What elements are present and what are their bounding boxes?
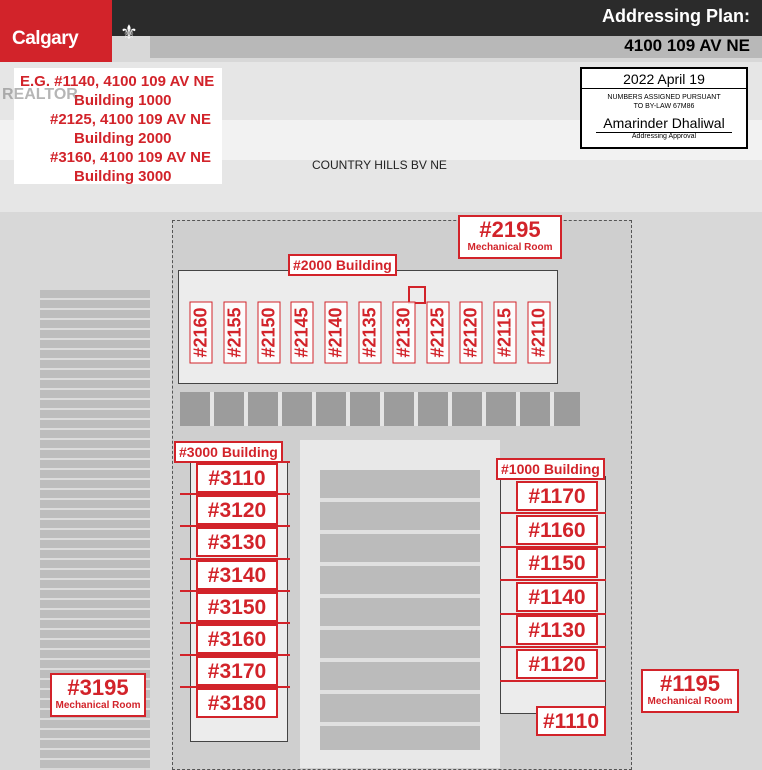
- unit-label: #1140: [516, 582, 598, 612]
- unit-label: #1110: [536, 706, 606, 736]
- unit-label: #3110: [196, 463, 278, 493]
- example-line: #2125, 4100 109 AV NE: [50, 111, 211, 128]
- watermark: REALTOR: [2, 86, 78, 103]
- unit-label: #2160: [190, 302, 213, 364]
- example-line: Building 2000: [74, 130, 172, 147]
- bylaw-line-2: TO BY-LAW 67M86: [633, 103, 695, 110]
- unit-label: #2145: [291, 302, 314, 364]
- unit-divider: [180, 525, 290, 527]
- unit-label: #3140: [196, 560, 278, 590]
- example-line: Building 1000: [74, 92, 172, 109]
- unit-label: #2140: [325, 302, 348, 364]
- unit-label: #3180: [196, 688, 278, 718]
- unit-label: #2155: [223, 302, 246, 364]
- example-line: E.G. #1140, 4100 109 AV NE: [20, 73, 215, 90]
- mech-number: #1195: [660, 671, 720, 696]
- approval-box: [580, 67, 748, 149]
- unit-divider: [180, 654, 290, 656]
- unit-label: #1170: [516, 481, 598, 511]
- mech-caption: Mechanical Room: [55, 700, 141, 711]
- unit-label: #2110: [528, 302, 551, 364]
- unit-label: #2125: [426, 302, 449, 364]
- example-line: Building 3000: [74, 168, 172, 185]
- plan-address: 4100 109 AV NE: [624, 36, 750, 55]
- mech-number: #2195: [479, 217, 541, 242]
- unit-label: #1150: [516, 548, 598, 578]
- example-line: #3160, 4100 109 AV NE: [50, 149, 211, 166]
- unit-label: #2130: [392, 302, 415, 364]
- unit-label: #3170: [196, 656, 278, 686]
- approver-role: Addressing Approval: [596, 132, 732, 140]
- unit-label: #3130: [196, 527, 278, 557]
- building-1000-label: #1000 Building: [496, 458, 605, 480]
- unit-divider: [500, 680, 606, 682]
- unit-label: #3160: [196, 624, 278, 654]
- street-label: COUNTRY HILLS BV NE: [312, 158, 447, 172]
- mechanical-room-1195: [641, 669, 739, 713]
- mech-caption: Mechanical Room: [467, 242, 553, 253]
- mechanical-room-2195: [458, 215, 562, 259]
- unit-divider: [180, 558, 290, 560]
- unit-label: #3150: [196, 592, 278, 622]
- unit-label: #1130: [516, 615, 598, 645]
- unit-label: #2120: [460, 302, 483, 364]
- unit-label: #3120: [196, 495, 278, 525]
- central-garages: [320, 470, 480, 750]
- mech-number: #3195: [67, 675, 129, 700]
- approver-name: Amarinder Dhaliwal: [603, 115, 725, 131]
- mechanical-room-3195: [50, 673, 146, 717]
- garage-row: [180, 392, 580, 426]
- unit-label: #2115: [494, 302, 517, 364]
- unit-label: #2135: [359, 302, 382, 364]
- mech-caption: Mechanical Room: [647, 696, 733, 707]
- approval-date: 2022 April 19: [582, 69, 746, 89]
- unit-label: #2150: [257, 302, 280, 364]
- unit-label: #1160: [516, 515, 598, 545]
- unit-divider: [180, 493, 290, 495]
- building-2000-label: #2000 Building: [288, 254, 397, 276]
- unit-divider: [180, 461, 290, 463]
- bylaw-line-1: NUMBERS ASSIGNED PURSUANT: [607, 94, 721, 101]
- unit-divider: [180, 590, 290, 592]
- unit-divider: [180, 622, 290, 624]
- unit-divider: [180, 686, 290, 688]
- unit-label: #1120: [516, 649, 598, 679]
- building-3000-label: #3000 Building: [174, 441, 283, 463]
- logo-text: Calgary: [12, 28, 79, 49]
- page-title: Addressing Plan:: [601, 6, 750, 26]
- city-crest-icon: ⚜: [120, 22, 138, 44]
